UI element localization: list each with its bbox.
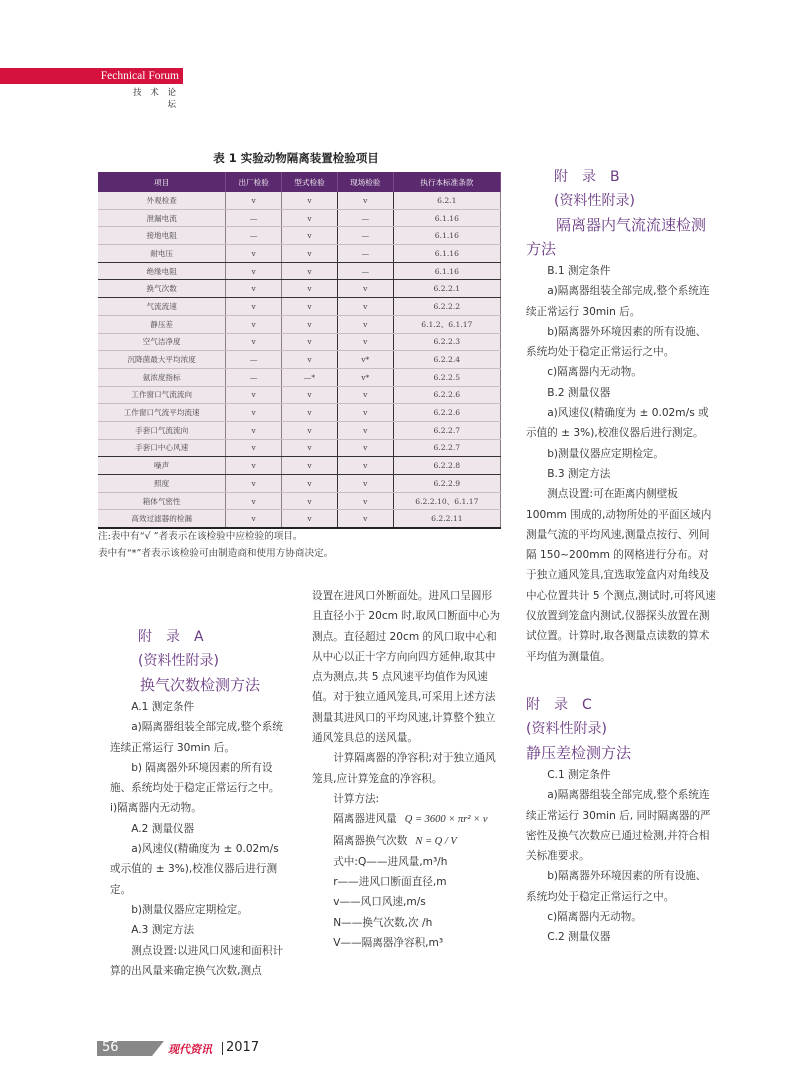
table-cell: 6.2.1 (393, 192, 500, 209)
table-cell: v (337, 298, 393, 316)
table-row (98, 351, 501, 369)
table-cell: v (226, 315, 282, 333)
table-cell: v (282, 492, 338, 510)
paragraph: b)隔离器外环境因素的所有设施、系统均处于稳定正常运行之中。 (526, 325, 707, 359)
table-row (98, 209, 501, 227)
note-line: 表中有“*”者表示该检验可由制造商和使用方协商决定。 (98, 548, 334, 559)
table-cell: v* (337, 351, 393, 369)
table-cell: v (337, 333, 393, 351)
table-cell: v (226, 386, 282, 404)
table-row (98, 386, 501, 404)
table-cell: 6.2.2.8 (393, 457, 500, 475)
paragraph: A.1 测定条件 (131, 701, 195, 713)
appendix-b-title: 附 录 B (554, 169, 620, 185)
paragraph: i)隔离器内无动物。 (110, 802, 202, 815)
table-cell: v (226, 245, 282, 263)
table-cell: v (337, 457, 393, 475)
table-cell: 6.2.2.9 (393, 475, 500, 493)
table-row (98, 492, 501, 510)
table-cell: —* (282, 368, 338, 386)
table-cell: — (337, 245, 393, 263)
table-cell: 6.2.2.3 (393, 333, 500, 351)
table-cell: v (282, 439, 338, 457)
table-cell: 氨浓度指标 (98, 368, 226, 386)
table-cell: — (226, 368, 282, 386)
table-cell: 6.2.2.7 (393, 439, 500, 457)
table-cell: v (226, 475, 282, 493)
table-row (98, 333, 501, 351)
table-cell: 6.2.2.6 (393, 404, 500, 422)
column-header: 型式检验 (282, 172, 338, 192)
paragraph: a)风速仪(精确度为 ± 0.02m/s 或示值的 ± 3%),校准仪器后进行测定。 (110, 843, 279, 896)
paragraph: b) 隔离器外环境因素的所有设施、系统均处于稳定正常运行之中。 (110, 761, 280, 795)
table-row (98, 315, 501, 333)
paragraph: b)测量仪器应定期检定。 (131, 903, 248, 916)
table-row (98, 227, 501, 245)
table-cell: 6.1.16 (393, 262, 500, 280)
table-cell: v (282, 280, 338, 298)
issue-year: 2017 (226, 1040, 260, 1055)
table-row (98, 262, 501, 280)
paragraph: 设置在进风口外断面处。进风口呈圆形且直径小于 20cm 时,取风口断面中心为测点。直径超过 20cm 的风口取中心和从中心以正十字方向向四方延伸,取其中点为测点,共 5 点风速平均值作为风速值。对于独立通风笼具,可采用上述方法测量其进风口的平均风速,计算整个独立通风笼具总的送风量。 (312, 590, 501, 745)
table-cell: — (226, 351, 282, 369)
column-header: 项目 (98, 172, 226, 192)
table-cell: v (337, 404, 393, 422)
table-cell: v (282, 192, 338, 209)
table-cell: — (337, 227, 393, 245)
table-title: 表 1 实验动物隔离装置检验项目 (213, 151, 379, 165)
table-cell: 泄漏电流 (98, 209, 226, 227)
table-cell: 静压差 (98, 315, 226, 333)
table-cell: v (337, 386, 393, 404)
table-cell: v (282, 457, 338, 475)
formula: Q = 3600 × πr² × v (404, 814, 488, 826)
table-cell: v (226, 333, 282, 351)
table-cell: 6.1.16 (393, 209, 500, 227)
table-row (98, 421, 501, 439)
table-row (98, 298, 501, 316)
footer-divider (222, 1042, 223, 1055)
table-cell: 外观检查 (98, 192, 226, 209)
column-header: 现场检验 (337, 172, 393, 192)
table-row (98, 475, 501, 493)
column-header: 出厂检验 (226, 172, 282, 192)
table-cell: 工作窗口气流平均流速 (98, 404, 226, 422)
appendix-b-heading: 隔离器内气流流速检测方法 (526, 216, 707, 258)
paragraph: a)隔离器组装全部完成,整个系统连续正常运行 30min 后。 (526, 285, 710, 318)
table-row (98, 439, 501, 457)
table-row (98, 368, 501, 386)
formula-row (312, 831, 502, 852)
table-cell: — (337, 262, 393, 280)
table-cell: v (282, 475, 338, 493)
appendix-a-title: 附 录 A (138, 629, 204, 645)
table-cell: v (282, 386, 338, 404)
formula-row (312, 809, 502, 830)
paragraph: A.3 测定方法 (131, 924, 195, 937)
paragraph: 测点设置:可在距离内侧壁板 100mm 围成的,动物所处的平面区域内测量气流的平均风速,测量点按行、列间隔 150~200mm 的网格进行分布。对于独立通风笼具,宜选取笼盒内对角线及中心位置共计 5 个测点,测试时,可将风速仪放置到笼盒内测试,仪器探头放置在测试位置。计算时,取各测量点读数的算术平均值为测量值。 (526, 488, 716, 663)
table-cell: — (337, 209, 393, 227)
table-cell: v (282, 298, 338, 316)
table-cell: v (337, 192, 393, 209)
table-cell: 照度 (98, 475, 226, 493)
table-cell: 绝缘电阻 (98, 262, 226, 280)
paragraph: B.1 测定条件 (547, 265, 611, 277)
paragraph: A.2 测量仪器 (131, 822, 195, 835)
formula-label: 隔离器进风量 (333, 813, 397, 826)
table-header-row (98, 172, 501, 192)
paragraph: 计算隔离器的净容积;对于独立通风笼具,应计算笼盒的净容积。 (312, 752, 496, 785)
table-row (98, 510, 501, 528)
table-cell: v (282, 351, 338, 369)
table-row (98, 280, 501, 298)
appendix-b-subtitle: (资料性附录) (554, 193, 635, 209)
table-cell: v (226, 457, 282, 475)
table-cell: 工作窗口气流流向 (98, 386, 226, 404)
table-row (98, 192, 501, 209)
formula-label: 隔离器换气次数 (333, 834, 408, 847)
paragraph: B.3 测定方法 (547, 467, 611, 480)
table-cell: 6.2.2.7 (393, 421, 500, 439)
table-cell: v (226, 492, 282, 510)
table-cell: 6.2.2.2 (393, 298, 500, 316)
page-number: 56 (102, 1040, 119, 1055)
formula: N = Q / V (415, 835, 457, 847)
paragraph: C.2 测量仪器 (547, 931, 611, 944)
paragraph: a)风速仪(精确度为 ± 0.02m/s 或示值的 ± 3%),校准仪器后进行测定。 (526, 407, 709, 440)
section-title-cn: 技 术 论 坛 (133, 88, 179, 110)
definition: v——风口风速,m/s (333, 896, 426, 909)
table-cell: v (337, 492, 393, 510)
table-cell: v (337, 315, 393, 333)
table-cell: 噪声 (98, 457, 226, 475)
table-cell: v (282, 245, 338, 263)
table-cell: 气流流速 (98, 298, 226, 316)
magazine-logo: 现代资讯 (168, 1043, 212, 1056)
table-cell: v (282, 404, 338, 422)
table-cell: 接地电阻 (98, 227, 226, 245)
table-cell: — (226, 209, 282, 227)
table-cell: v (282, 315, 338, 333)
table-cell: 6.2.2.11 (393, 510, 500, 528)
table-cell: v (226, 280, 282, 298)
table-cell: v (226, 262, 282, 280)
appendix-a (110, 625, 285, 981)
table-cell: v (226, 298, 282, 316)
definition: 式中:Q——进风量,m³/h (333, 855, 448, 868)
table-cell: 6.2.2.10、6.1.17 (393, 492, 500, 510)
table-cell: 箱体气密性 (98, 492, 226, 510)
section-title-en: Fechnical Forum (100, 70, 179, 82)
appendix-a-subtitle: (资料性附录) (138, 653, 219, 669)
table-cell: v (337, 421, 393, 439)
table-cell: 6.2.2.5 (393, 368, 500, 386)
table-cell: 耐电压 (98, 245, 226, 263)
table-cell: v (337, 439, 393, 457)
paragraph: c)隔离器内无动物。 (547, 911, 642, 924)
table-cell: 换气次数 (98, 280, 226, 298)
table-cell: v (226, 510, 282, 528)
table-cell: v* (337, 368, 393, 386)
table-cell: — (226, 227, 282, 245)
paragraph: c)隔离器内无动物。 (547, 366, 642, 379)
paragraph: b)测量仪器应定期检定。 (547, 447, 664, 460)
table-cell: v (282, 333, 338, 351)
table-cell: 沉降菌最大平均浓度 (98, 351, 226, 369)
table-cell: v (226, 439, 282, 457)
column-header: 执行本标准条款 (393, 172, 500, 192)
paragraph: C.1 测定条件 (547, 768, 611, 781)
table-cell: v (337, 475, 393, 493)
table-row (98, 404, 501, 422)
definition: N——换气次数,次 /h (333, 916, 433, 929)
paragraph: a)隔离器组装全部完成,整个系统连续正常运行 30min 后, 同时隔离器的严密性及换气次数应已通过检测,并符合相关标准要求。 (526, 789, 711, 863)
paragraph: b)隔离器外环境因素的所有设施、系统均处于稳定正常运行之中。 (526, 870, 707, 903)
appendix-c-title: 附 录 C (526, 696, 592, 713)
table-cell: v (226, 421, 282, 439)
table-cell: 高效过滤器的检漏 (98, 510, 226, 528)
table-row (98, 245, 501, 263)
table-cell: v (282, 227, 338, 245)
table-cell: v (282, 421, 338, 439)
paragraph: a)隔离器组装全部完成,整个系统连续正常运行 30min 后。 (110, 721, 283, 754)
table-cell: 6.2.2.1 (393, 280, 500, 298)
table-cell: 空气洁净度 (98, 333, 226, 351)
table-cell: v (282, 510, 338, 528)
table-cell: 6.2.2.6 (393, 386, 500, 404)
note-line: 注:表中有“√ ”者表示在该检验中应检验的项目。 (98, 531, 303, 542)
page-number-tab (152, 1041, 164, 1056)
table-cell: 6.2.2.4 (393, 351, 500, 369)
table-cell: v (226, 404, 282, 422)
appendix-c-subtitle: (资料性附录) (526, 720, 607, 737)
table-notes (98, 528, 333, 562)
table-cell: 手套口气流流向 (98, 421, 226, 439)
table-cell: 6.1.2、6.1.17 (393, 315, 500, 333)
definition: r——进风口断面直径,m (333, 876, 447, 889)
paragraph: B.2 测量仪器 (547, 386, 611, 399)
paragraph: 测点设置:以进风口风速和面积计算的出风量来确定换气次数,测点 (110, 944, 284, 977)
definition: V——隔离器净容积,m³ (333, 937, 444, 950)
appendix-b-c (526, 165, 716, 948)
appendix-c-heading: 静压差检测方法 (526, 743, 632, 762)
middle-column (312, 586, 502, 953)
table-cell: 6.1.16 (393, 227, 500, 245)
appendix-a-heading: 换气次数检测方法 (140, 676, 261, 694)
table-cell: v (282, 209, 338, 227)
table-row (98, 457, 501, 475)
paragraph: 计算方法: (333, 792, 380, 805)
table-cell: v (282, 262, 338, 280)
table-cell: 6.1.16 (393, 245, 500, 263)
table-cell: v (337, 280, 393, 298)
table-cell: 手套口中心风速 (98, 439, 226, 457)
inspection-table (98, 172, 501, 529)
table-cell: v (337, 510, 393, 528)
table-cell: v (226, 192, 282, 209)
